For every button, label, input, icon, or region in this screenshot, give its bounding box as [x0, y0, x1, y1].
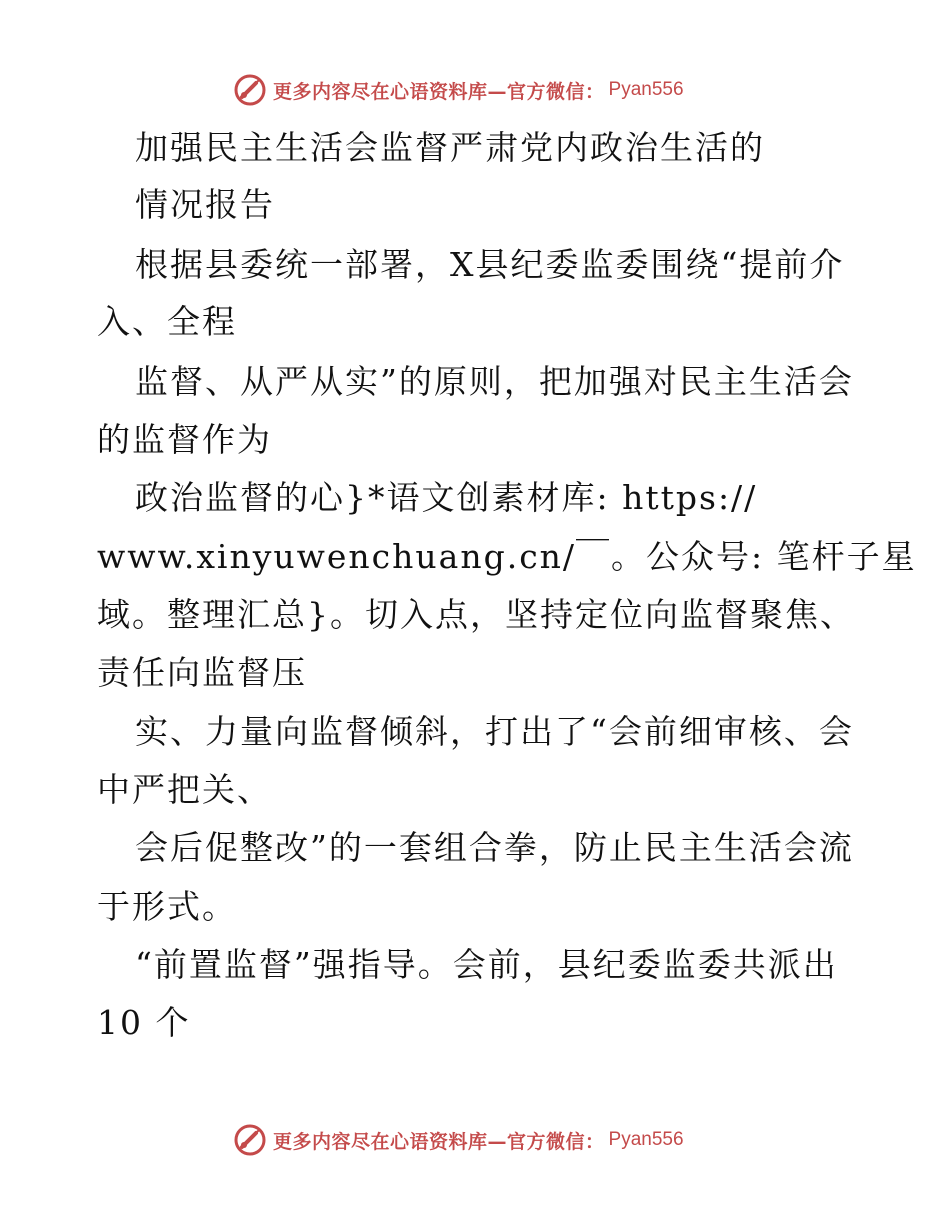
banner-text: 更多内容尽在心语资料库—官方微信：: [273, 1130, 605, 1153]
banner-text: 更多内容尽在心语资料库—官方微信：: [273, 80, 605, 103]
title-line-1: 加强民主生活会监督严肃党内政治生活的: [135, 128, 765, 167]
paragraph-line: 实、力量向监督倾斜，打出了“会前细审核、会: [135, 712, 854, 751]
paragraph-line: 监督、从严从实”的原则，把加强对民主生活会: [135, 362, 854, 401]
title-line-2: 情况报告: [135, 185, 275, 224]
banner-account: Pyan556: [608, 1129, 684, 1150]
paragraph-line: 于形式。: [97, 887, 237, 926]
paragraph-line: 责任向监督压: [97, 653, 307, 692]
paragraph-line: www.xinyuwenchuang.cn/￣。公众号: 笔杆子星: [97, 537, 917, 576]
paragraph-line: 域。整理汇总}。切入点，坚持定位向监督聚焦、: [97, 595, 855, 634]
footer-banner: [233, 1122, 684, 1158]
paragraph-line: 的监督作为: [97, 420, 272, 459]
paragraph-line: 政治监督的心}*语文创素材库: https://: [135, 478, 758, 517]
paragraph-line: 中严把关、: [97, 770, 272, 809]
paragraph-line: “前置监督”强指导。会前，县纪委监委共派出: [135, 945, 838, 984]
paragraph-line: 会后促整改”的一套组合拳，防止民主生活会流: [135, 828, 854, 867]
banner-account: Pyan556: [608, 79, 684, 100]
paragraph-line: 根据县委统一部署，X县纪委监委围绕“提前介: [135, 245, 845, 284]
paragraph-line: 入、全程: [97, 302, 237, 341]
library-logo-icon: [233, 1123, 267, 1157]
paragraph-line: 10 个: [97, 1003, 191, 1042]
